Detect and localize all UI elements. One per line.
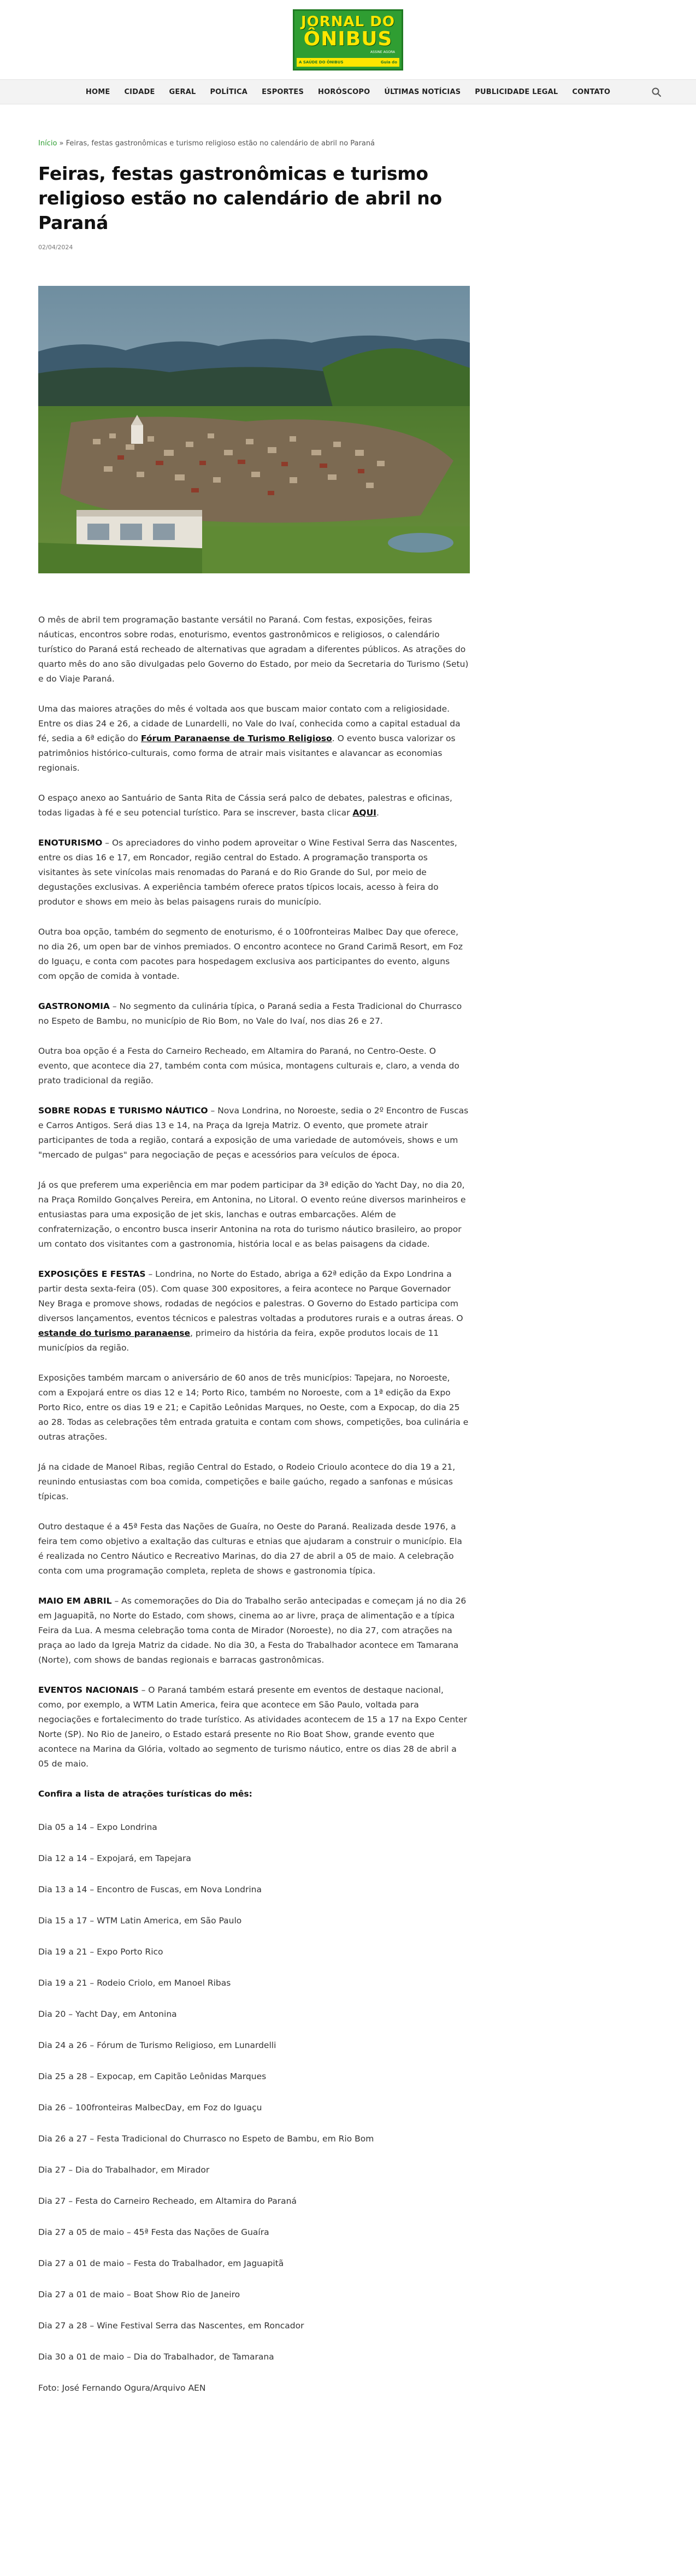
nav-item-geral[interactable]: GERAL (169, 87, 196, 96)
paragraph-text: – No segmento da culinária típica, o Paraná sedia a Festa Tradicional do Churrasco no Espeto de Bambu, no município de Rio Bom, no Vale do Ivaí, nos dias 26 e 27. (38, 1001, 462, 1026)
site-header (0, 0, 696, 79)
logo-tagline (297, 58, 399, 67)
events-list-item: Dia 24 a 26 – Fórum de Turismo Religioso, em Lunardelli (38, 2040, 276, 2050)
breadcrumb-separator: » (59, 139, 64, 148)
article-paragraph (38, 1267, 470, 1356)
article-hero-image (38, 286, 470, 573)
main-content (38, 104, 470, 2396)
paragraph-text: – O Paraná também estará presente em eventos de destaque nacional, como, por exemplo, a WTM Latin America, feira que acontece em São Paulo, voltada para negociações e fortalecimento do trade turístico. As atividades acontecem de 15 a 17 na Expo Center Norte (SP). No Rio de Janeiro, o Estado estará presente no Rio Boat Show, grande evento que acontece na Marina da Glória, voltado ao segmento de turismo náutico, entre os dias 28 de abril a 05 de maio. (38, 1685, 468, 1769)
section-lead: SOBRE RODAS E TURISMO NÁUTICO (38, 1106, 208, 1116)
paragraph-text: – As comemorações do Dia do Trabalho serão antecipadas e começam já no dia 26 em Jaguapitã, no Norte do Estado, com shows, cinema ao ar livre, praça de alimentação e a típica Feira da Lua. A mesma celebração toma conta de Mirador (Noroeste), no dia 27, com atrações na praça ao lado da Igreja Matriz da cidade. No dia 30, a Festa do Trabalhador acontece em Tamarana (Norte), com shows de bandas regionais e barracas gastronômicas. (38, 1596, 467, 1665)
article-paragraph: Outra boa opção, também do segmento de enoturismo, é o 100fronteiras Malbec Day que oferece, no dia 26, um open bar de vinhos premiados. O encontro acontece no Grand Carimã Resort, em Foz do Iguaçu, e conta com pacotes para hospedagem exclusiva aos participantes do evento, alguns com opção de comida à vontade. (38, 927, 463, 981)
nav-item-ultimas-noticias[interactable]: ÚLTIMAS NOTÍCIAS (384, 87, 461, 96)
article-paragraph (38, 836, 470, 909)
article-paragraph: O mês de abril tem programação bastante versátil no Paraná. Com festas, exposições, feiras náuticas, encontros sobre rodas, enoturismo, eventos gastronômicos e religiosos, o calendário turístico do Paraná está recheado de alternativas que agradam a diferentes públicos. As atrações do quarto mês do ano são divulgadas pelo Governo do Estado, por meio da Secretaria do Turismo (Setu) e do Viaje Paraná. (38, 615, 469, 684)
main-navigation (0, 79, 696, 104)
nav-item-politica[interactable]: POLÍTICA (210, 87, 248, 96)
logo-tagline-right: Guia do (380, 60, 397, 64)
article-paragraph (38, 1683, 470, 1771)
events-list-item: Dia 27 a 28 – Wine Festival Serra das Nascentes, em Roncador (38, 2321, 304, 2331)
paragraph-text: Uma das maiores atrações do mês é voltada aos que buscam maior contato com a religiosidade. Entre os dias 24 e 26, a cidade de Lunardelli, no Vale do Ivaí, conhecida como a capital estadual da fé, sedia a 6ª edição do (38, 704, 461, 743)
article-paragraph (38, 1104, 470, 1163)
photo-credit: Foto: José Fernando Ogura/Arquivo AEN (38, 2383, 206, 2393)
logo-line1: JORNAL DO (301, 13, 395, 30)
logo-line2: ÔNIBUS (303, 27, 393, 50)
breadcrumb-home-link[interactable]: Início (38, 139, 57, 148)
paragraph-text: O espaço anexo ao Santuário de Santa Rita de Cássia será palco de debates, palestras e oficinas, todas ligadas à fé e seu potencial turístico. Para se inscrever, basta clicar (38, 793, 452, 818)
events-list-heading: Confira a lista de atrações turísticas do mês: (38, 1789, 252, 1799)
events-list-item: Dia 27 – Dia do Trabalhador, em Mirador (38, 2165, 210, 2175)
events-list-item: Dia 27 a 01 de maio – Boat Show Rio de Janeiro (38, 2290, 240, 2299)
events-list-item: Dia 27 a 05 de maio – 45ª Festa das Nações de Guaíra (38, 2227, 269, 2237)
nav-item-contato[interactable]: CONTATO (572, 87, 611, 96)
events-list-item: Dia 26 a 27 – Festa Tradicional do Churrasco no Espeto de Bambu, em Rio Bom (38, 2134, 374, 2144)
nav-item-horoscopo[interactable]: HORÓSCOPO (318, 87, 370, 96)
paragraph-text: , primeiro da história da feira, expõe produtos locais de 11 municípios da região. (38, 1328, 439, 1353)
logo-tagline-left: A SAÚDE DO ÔNIBUS (299, 60, 344, 64)
post-date: 02/04/2024 (38, 244, 73, 251)
page-title: Feiras, festas gastronômicas e turismo religioso estão no calendário de abril no Paraná (38, 163, 442, 233)
tourism-stand-link[interactable]: estande do turismo paranaense (38, 1328, 191, 1338)
section-lead: MAIO EM ABRIL (38, 1596, 112, 1606)
section-lead: ENOTURISMO (38, 838, 103, 848)
nav-item-cidade[interactable]: CIDADE (124, 87, 155, 96)
article-paragraph (38, 1594, 470, 1668)
events-list-item: Dia 12 a 14 – Expojará, em Tapejara (38, 1853, 191, 1863)
forum-link[interactable]: Fórum Paranaense de Turismo Religioso (140, 734, 332, 743)
nav-item-publicidade-legal[interactable]: PUBLICIDADE LEGAL (475, 87, 558, 96)
breadcrumb-current: Feiras, festas gastronômicas e turismo religioso estão no calendário de abril no Paraná (66, 139, 375, 148)
paragraph-text: . O evento busca valorizar os patrimônios histórico-culturais, como forma de atrair mais visitantes e alavancar as economias regionais. (38, 734, 456, 773)
events-list-item: Dia 19 a 21 – Expo Porto Rico (38, 1947, 163, 1957)
article-paragraph (38, 999, 470, 1029)
events-list-item: Dia 27 – Festa do Carneiro Recheado, em Altamira do Paraná (38, 2196, 297, 2206)
section-lead: EVENTOS NACIONAIS (38, 1685, 139, 1695)
nav-item-esportes[interactable]: ESPORTES (262, 87, 304, 96)
section-lead: GASTRONOMIA (38, 1001, 110, 1011)
article-paragraph: Já os que preferem uma experiência em mar podem participar da 3ª edição do Yacht Day, no dia 20, na Praça Romildo Gonçalves Pereira, em Antonina, no Litoral. O evento reúne diversos marinheiros e entusiastas para uma exposição de jet skis, lanchas e outras embarcações. Além de confraternização, o encontro busca inserir Antonina na rota do turismo náutico brasileiro, ao propor um contato dos visitantes com a gastronomia, história local e as belas paisagens da cidade. (38, 1180, 466, 1249)
events-list-item: Dia 26 – 100fronteiras MalbecDay, em Foz do Iguaçu (38, 2103, 262, 2113)
article-paragraph: Outro destaque é a 45ª Festa das Nações de Guaíra, no Oeste do Paraná. Realizada desde 1976, a feira tem como objetivo a exaltação das culturas e etnias que ajudaram a construir o município. Ela é realizada no Centro Náutico e Recreativo Marinas, do dia 27 de abril a 05 de maio. A celebração conta com uma programação completa, repleta de shows e gastronomia típica. (38, 1522, 462, 1576)
events-list-item: Dia 30 a 01 de maio – Dia do Trabalhador, de Tamarana (38, 2352, 274, 2362)
breadcrumb (38, 138, 470, 149)
events-list-item: Dia 13 a 14 – Encontro de Fuscas, em Nova Londrina (38, 1885, 262, 1894)
events-list-item: Dia 20 – Yacht Day, em Antonina (38, 2009, 177, 2019)
site-logo[interactable] (293, 9, 403, 71)
nav-item-home[interactable]: HOME (85, 87, 110, 96)
article-paragraph (38, 702, 470, 776)
paragraph-text: – Nova Londrina, no Noroeste, sedia o 2º Encontro de Fuscas e Carros Antigos. Será dias 13 e 14, na Praça da Igreja Matriz. O evento, que promete atrair participantes de toda a região, contará a exposição de uma variedade de automóveis, shows e um "mercado de pulgas" para negociação de peças e acessórios para veículos de época. (38, 1106, 469, 1160)
section-lead: EXPOSIÇÕES E FESTAS (38, 1269, 146, 1279)
events-list-item: Dia 05 a 14 – Expo Londrina (38, 1822, 157, 1832)
search-icon[interactable] (651, 87, 662, 98)
paragraph-text: – Londrina, no Norte do Estado, abriga a 62ª edição da Expo Londrina a partir desta sexta-feira (05). Com quase 300 expositores, a feira acontece no Parque Governador Ney Braga e promove shows, rodadas de negócios e palestras. O Governo do Estado participa com diversos lançamentos, eventos técnicos e palestras voltadas a produtores rurais e a outras áreas. O (38, 1269, 463, 1323)
article-paragraph: Já na cidade de Manoel Ribas, região Central do Estado, o Rodeio Crioulo acontece do dia 19 a 21, reunindo entusiastas com boa comida, competições e baile gaúcho, regado a sanfonas e músicas típicas. (38, 1462, 456, 1501)
article-paragraph (38, 791, 470, 820)
paragraph-text: – Os apreciadores do vinho podem aproveitar o Wine Festival Serra das Nascentes, entre os dias 16 e 17, em Roncador, região central do Estado. A programação transporta os visitantes às sete vinícolas mais renomadas do Paraná e do Rio Grande do Sul, por meio de degustações exclusivas. A experiência também oferece pratos típicos locais, acesso à feira do produtor e shows em meio às belas paisagens rurais do município. (38, 838, 457, 907)
signup-link[interactable]: AQUI (352, 808, 376, 818)
paragraph-text: . (376, 808, 379, 818)
article-body (38, 613, 470, 2396)
events-list-item: Dia 27 a 01 de maio – Festa do Trabalhador, em Jaguapitã (38, 2258, 284, 2268)
logo-sub: ASSINE AGORA (370, 50, 395, 54)
events-list-item: Dia 25 a 28 – Expocap, em Capitão Leônidas Marques (38, 2072, 267, 2081)
article-paragraph: Exposições também marcam o aniversário de 60 anos de três municípios: Tapejara, no Noroeste, com a Expojará entre os dias 12 e 14; Porto Rico, também no Noroeste, com a 1ª edição da Expo Porto Rico, entre os dias 19 e 21; e Capitão Leônidas Marques, no Oeste, com a Expocap, do dia 25 ao 28. Todas as celebrações têm entrada gratuita e contam com shows, competições, boa culinária e outras atrações. (38, 1373, 469, 1442)
events-list-item: Dia 19 a 21 – Rodeio Criolo, em Manoel Ribas (38, 1978, 231, 1988)
events-list-item: Dia 15 a 17 – WTM Latin America, em São Paulo (38, 1916, 242, 1926)
nav-list (79, 88, 617, 96)
article-paragraph: Outra boa opção é a Festa do Carneiro Recheado, em Altamira do Paraná, no Centro-Oeste. O evento, que acontece dia 27, também conta com música, montagens culturais e, claro, a venda do prato tradicional da região. (38, 1046, 459, 1085)
